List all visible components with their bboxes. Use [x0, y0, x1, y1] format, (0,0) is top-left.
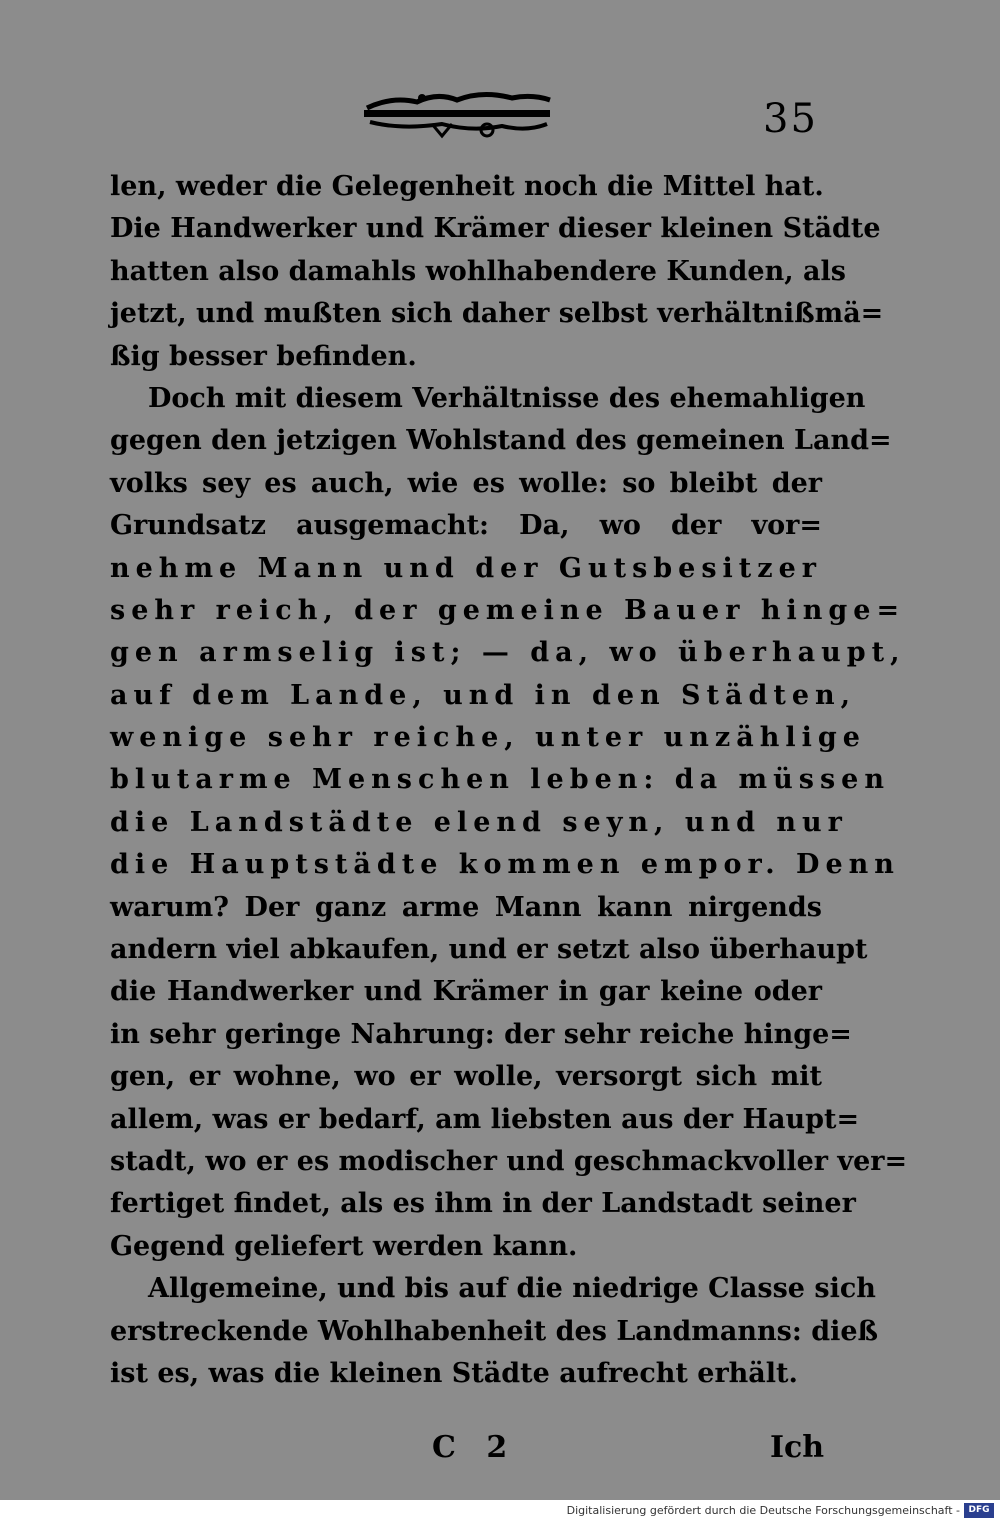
text-line: ist es, was die kleinen Städte aufrecht erhält.	[110, 1357, 798, 1389]
text-line: volks sey es auch, wie es wolle: so bleibt der	[110, 467, 822, 499]
text-line: jetzt, und mußten sich daher selbst verhältnißmä=	[110, 298, 884, 330]
text-line: stadt, wo er es modischer und geschmackvoller ver=	[110, 1145, 908, 1177]
text-line: warum? Der ganz arme Mann kann nirgends	[110, 891, 822, 923]
text-line: fertiget findet, als es ihm in der Landstadt seiner	[110, 1188, 856, 1220]
text-line: sehr reich, der gemeine Bauer hinge=	[110, 594, 906, 626]
credit-bar	[0, 1500, 1000, 1522]
text-line: wenige sehr reiche, unter unzählige	[110, 722, 866, 754]
catchword: Ich	[770, 1430, 825, 1465]
text-line: Allgemeine, und bis auf die niedrige Classe sich	[148, 1273, 876, 1305]
signature-mark: C 2	[432, 1430, 518, 1465]
text-line: Grundsatz ausgemacht: Da, wo der vor=	[110, 510, 822, 542]
text-line: die Handwerker und Krämer in gar keine oder	[110, 976, 822, 1008]
text-line: in sehr geringe Nahrung: der sehr reiche hinge=	[110, 1018, 852, 1050]
dfg-logo-icon: DFG	[964, 1503, 994, 1518]
text-line: Die Handwerker und Krämer dieser kleinen Städte	[110, 213, 881, 245]
text-line: allem, was er bedarf, am liebsten aus der Haupt=	[110, 1103, 860, 1135]
text-line: hatten also damahls wohlhabendere Kunden, als	[110, 255, 846, 287]
text-line: die Landstädte elend seyn, und nur	[110, 806, 848, 838]
text-line: gen, er wohne, wo er wolle, versorgt sich mit	[110, 1061, 822, 1093]
text-line: Gegend geliefert werden kann.	[110, 1230, 578, 1262]
text-line: andern viel abkaufen, und er setzt also überhaupt	[110, 934, 868, 966]
text-line: gegen den jetzigen Wohlstand des gemeinen Land=	[110, 425, 892, 457]
text-line: auf dem Lande, und in den Städten,	[110, 679, 857, 711]
text-line: ßig besser befinden.	[110, 340, 417, 372]
credit-text: Digitalisierung gefördert durch die Deutsche Forschungsgemeinschaft -	[566, 1504, 960, 1517]
header-ornament-icon	[362, 86, 552, 146]
text-line: len, weder die Gelegenheit noch die Mittel hat.	[110, 171, 824, 202]
text-line: die Hauptstädte kommen empor. Denn	[110, 849, 900, 881]
text-line: erstreckende Wohlhabenheit des Landmanns: dieß	[110, 1315, 879, 1347]
text-line: nehme Mann und der Gutsbesitzer	[110, 552, 822, 584]
text-line: Doch mit diesem Verhältnisse des ehemahligen	[148, 382, 866, 414]
text-line: gen armselig ist; — da, wo überhaupt,	[110, 637, 906, 669]
text-line: blutarme Menschen leben: da müssen	[110, 764, 890, 796]
body-text	[110, 166, 908, 1395]
page-number: 35	[763, 96, 818, 142]
